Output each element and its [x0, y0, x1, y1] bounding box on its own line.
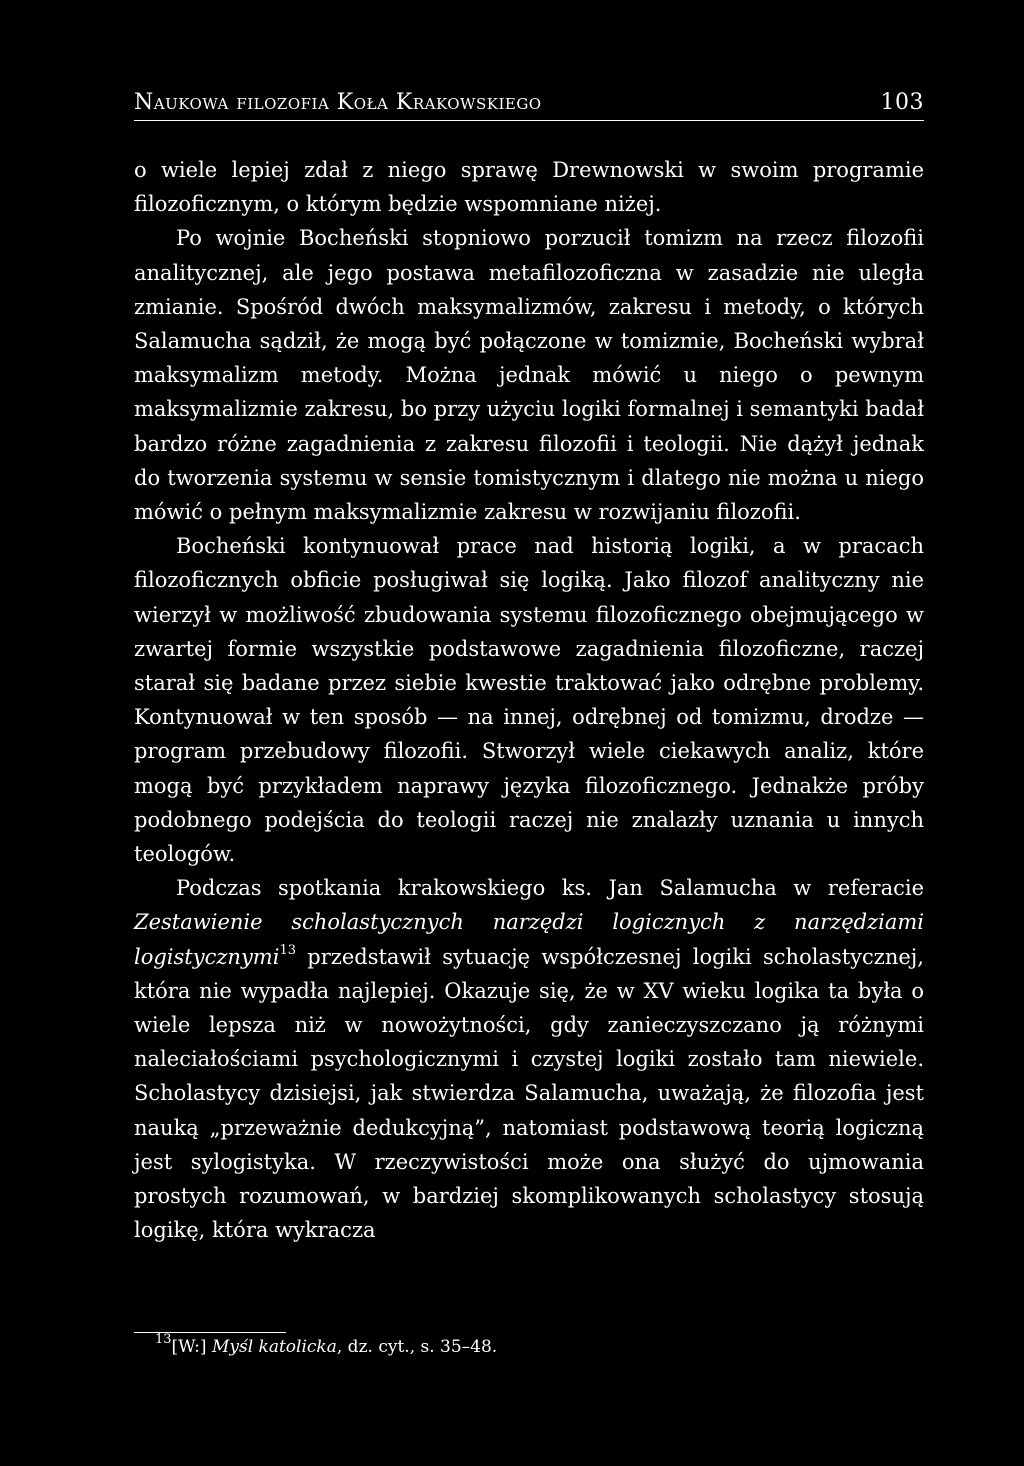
running-head: [134, 88, 924, 121]
footnote-citation: , dz. cyt., s. 35–48.: [336, 1337, 498, 1357]
footnote-prefix: [W:]: [171, 1337, 212, 1357]
footnote-source-title: Myśl katolicka: [211, 1337, 337, 1357]
lecture-title: Zestawienie scholastycznych narzędzi logicznych z narzędziami logistycznymi: [134, 910, 924, 969]
paragraph-continued: o wiele lepiej zdał z niego sprawę Drewnowski w swoim programie filozoficznym, o którym będzie wspomniane niżej.: [134, 158, 924, 217]
book-page: [134, 88, 924, 1357]
paragraph-salamucha-lecture: [134, 871, 924, 1247]
footnote: [155, 1334, 497, 1360]
footnote-reference[interactable]: 13: [279, 942, 296, 958]
paragraph-bochenski-history-of-logic: Bocheński kontynuował prace nad historią logiki, a w pracach filozoficznych obficie posługiwał się logiką. Jako filozof analityczny nie wierzył w możliwość zbudowania systemu filozoficznego obejmującego w zwartej formie wszystkie podstawowe zagadnienia filozoficzne, raczej starał się badane przez siebie kwestie traktować jako odrębne problemy. Kontynuował w ten sposób — na innej, odrębnej od tomizmu, drodze — program przebudowy filozofii. Stworzył wiele ciekawych analiz, które mogą być przykładem naprawy języka filozoficznego. Jednakże próby podobnego podejścia do teologii raczej nie znalazły uznania u innych teologów.: [134, 534, 924, 867]
body-text: [134, 153, 924, 1248]
lecture-intro-text: Podczas spotkania krakowskiego ks. Jan Salamucha w referacie: [176, 876, 924, 901]
page-number: 103: [880, 90, 924, 115]
lecture-discussion-text: przedstawił sytuację współczesnej logiki scholastycznej, która nie wypadła najlepiej. Okazuje się, że w XV wieku logika ta była o wiele lepsza niż w nowożytności, gdy zanieczyszczano ją różnymi naleciałościami psychologicznymi i czystej logiki zostało tam niewiele. Scholastycy dzisiejsi, jak stwierdza Salamucha, uważają, że filozofia jest nauką „przeważnie dedukcyjną”, natomiast podstawową teorią logiczną jest sylogistyka. W rzeczywistości może ona służyć do ujmowania prostych rozumowań, w bardziej skomplikowanych scholastycy stosują logikę, która wykracza: [134, 944, 924, 1243]
running-title: Naukowa filozofia Koła Krakowskiego: [134, 90, 542, 115]
footnote-number: 13: [155, 1332, 172, 1348]
paragraph-bochenski-after-war: Po wojnie Bocheński stopniowo porzucił tomizm na rzecz filozofii analitycznej, ale jego postawa metafilozoficzna w zasadzie nie uległa zmianie. Spośród dwóch maksymalizmów, zakresu i metody, o których Salamucha sądził, że mogą być połączone w tomizmie, Bocheński wybrał maksymalizm metody. Można jednak mówić u niego o pewnym maksymalizmie zakresu, bo przy użyciu logiki formalnej i semantyki badał bardzo różne zagadnienia z zakresu filozofii i teologii. Nie dążył jednak do tworzenia systemu w sensie tomistycznym i dlatego nie można u niego mówić o pełnym maksymalizmie zakresu w rozwijaniu filozofii.: [134, 226, 924, 525]
